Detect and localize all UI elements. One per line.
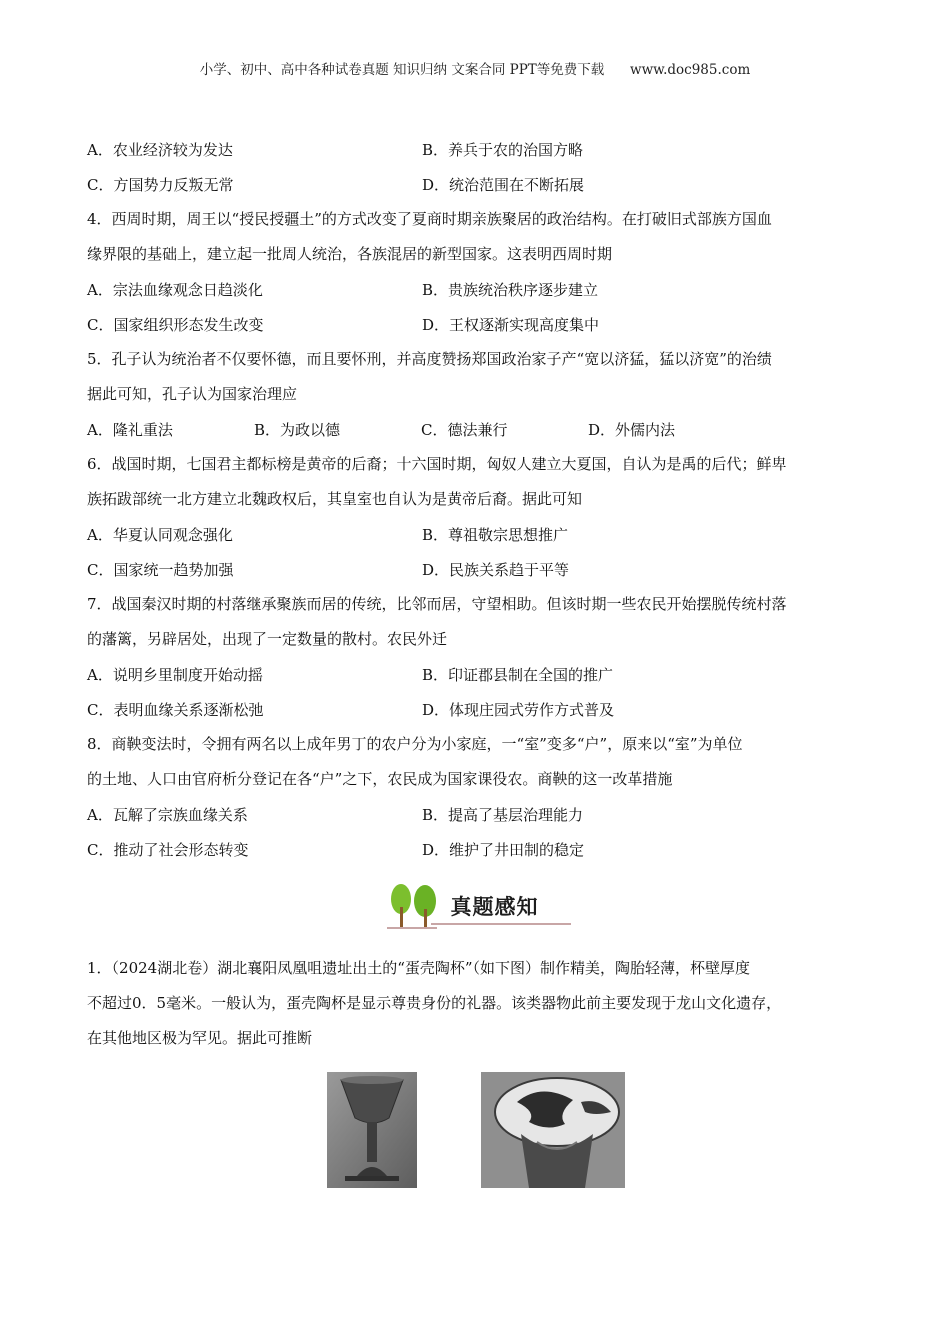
q7-options-row-1 [87,657,867,692]
real-question-1 [87,951,867,1056]
q4-stem-line-1: 4．西周时期，周王以“授民授疆土”的方式改变了夏商时期亲族聚居的政治结构。在打破旧式部族方国血 [87,210,772,228]
q6-options-row-1 [87,517,867,552]
q8-option-b: B．提高了基层治理能力 [422,806,584,824]
q6-stem-line-2: 族拓跋部统一北方建立北魏政权后，其皇室也自认为是黄帝后裔。据此可知 [87,490,583,508]
q6-option-d: D．民族关系趋于平等 [422,561,570,579]
q5-stem-line-2: 据此可知，孔子认为国家治理应 [87,385,298,403]
q3-option-a: A．农业经济较为发达 [87,141,233,159]
question-7 [87,587,867,657]
q5-option-d: D．外儒内法 [588,421,676,439]
real-q1-stem-line-1: 1．（2024湖北卷）湖北襄阳凤凰咀遗址出土的“蛋壳陶杯”（如下图）制作精美，陶胎轻薄，杯壁厚度 [87,959,751,977]
real-q1-stem-line-3: 在其他地区极为罕见。据此可推断 [87,1029,313,1047]
exam-content [87,132,867,1056]
q3-option-b: B．养兵于农的治国方略 [422,141,584,159]
question-5 [87,342,867,412]
question-8 [87,727,867,797]
q4-option-b: B．贵族统治秩序逐步建立 [422,281,599,299]
banner-underline [431,923,571,925]
q3-option-d: D．统治范围在不断拓展 [422,176,585,194]
section-banner [87,881,867,941]
q4-option-d: D．王权逐渐实现高度集中 [422,316,600,334]
q7-options-row-2 [87,692,867,727]
q3-options-row-1 [87,132,867,167]
page-header [0,58,950,78]
q8-stem-line-1: 8．商鞅变法时，令拥有两名以上成年男丁的农户分为小家庭，一“室”变多“户”，原来以“室”为单位 [87,735,743,753]
q5-option-c: C．德法兼行 [421,421,508,439]
q5-options-row [87,412,867,447]
q7-option-a: A．说明乡里制度开始动摇 [87,666,263,684]
q7-option-d: D．体现庄园式劳作方式普及 [422,701,615,719]
q4-option-a: A．宗法血缘观念日趋淡化 [87,281,263,299]
question-4 [87,202,867,272]
q4-stem-line-2: 缘界限的基础上，建立起一批周人统治，各族混居的新型国家。这表明西周时期 [87,245,613,263]
q7-stem-line-2: 的藩篱，另辟居处，出现了一定数量的散村。农民外迁 [87,630,448,648]
q8-options-row-1 [87,797,867,832]
q5-option-b: B．为政以德 [254,421,341,439]
q7-option-b: B．印证郡县制在全国的推广 [422,666,614,684]
real-q1-stem-line-2: 不超过0．5毫米。一般认为，蛋壳陶杯是显示尊贵身份的礼器。该类器物此前主要发现于龙山文化遗存， [87,994,782,1012]
q4-options-row-2 [87,307,867,342]
q3-options-row-2 [87,167,867,202]
q8-option-a: A．瓦解了宗族血缘关系 [87,806,248,824]
q8-option-d: D．维护了井田制的稳定 [422,841,585,859]
question-6 [87,447,867,517]
q8-option-c: C．推动了社会形态转变 [87,841,249,859]
q5-option-a: A．隆礼重法 [87,421,173,439]
q6-stem-line-1: 6．战国时期，七国君主都标榜是黄帝的后裔；十六国时期，匈奴人建立大夏国，自认为是禹的后代；鲜卑 [87,455,787,473]
q7-stem-line-1: 7．战国秦汉时期的村落继承聚族而居的传统，比邻而居，守望相助。但该时期一些农民开始摆脱传统村落 [87,595,787,613]
eggshell-cup-photo-side [327,1072,417,1188]
q6-option-c: C．国家统一趋势加强 [87,561,234,579]
q6-option-a: A．华夏认同观念强化 [87,526,233,544]
q3-option-c: C．方国势力反叛无常 [87,176,234,194]
eggshell-cup-photo-top [481,1072,625,1188]
q6-option-b: B．尊祖敬宗思想推广 [422,526,569,544]
q6-options-row-2 [87,552,867,587]
q5-stem-line-1: 5．孔子认为统治者不仅要怀德，而且要怀刑，并高度赞扬郑国政治家子产“宽以济猛，猛以济宽”的治绩 [87,350,772,368]
q4-options-row-1 [87,272,867,307]
q7-option-c: C．表明血缘关系逐渐松弛 [87,701,264,719]
header-text: 小学、初中、高中各种试卷真题 知识归纳 文案合同 PPT等免费下载 [199,62,605,78]
q8-stem-line-2: 的土地、人口由官府析分登记在各“户”之下，农民成为国家课役农。商鞅的这一改革措施 [87,770,673,788]
figure-photos [0,1072,950,1192]
q8-options-row-2 [87,832,867,867]
header-site: www.doc985.com [630,62,751,78]
section-title: 真题感知 [450,895,539,919]
q4-option-c: C．国家组织形态发生改变 [87,316,264,334]
